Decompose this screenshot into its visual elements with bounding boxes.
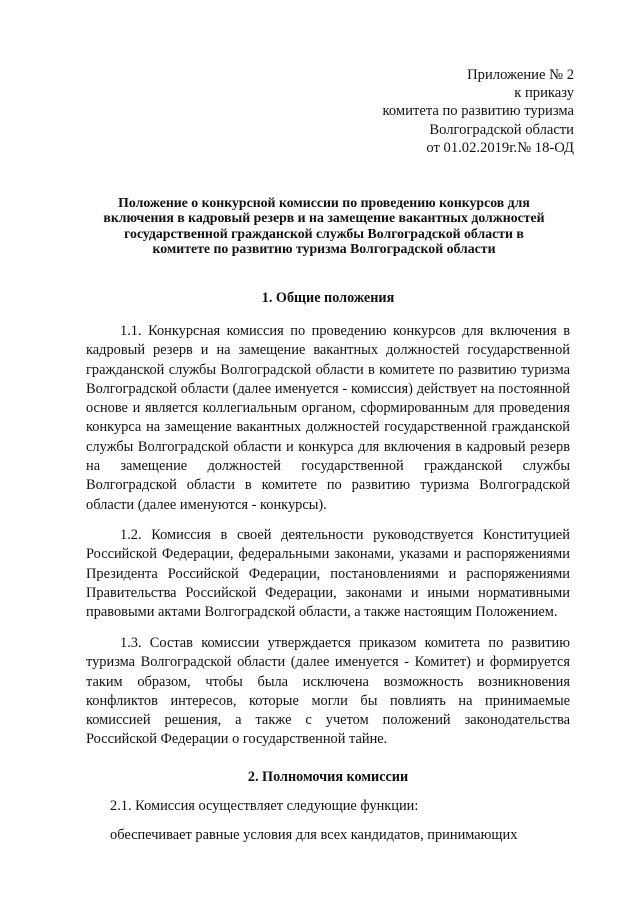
- paragraph-1-3: 1.3. Состав комиссии утверждается приказом комитета по развитию туризма Волгоградской области (далее именуется - Комитет) и формируется таким образом, чтобы была исключена возможность возникновения конфликтов интересов, которые могли бы повлиять на принимаемые комиссией решения, а также с учетом положений законодательства Российской Федерации о государственной тайне.: [86, 635, 570, 748]
- appendix-order-label: к приказу: [514, 85, 574, 102]
- section-heading-general: 1. Общие положения: [261, 290, 395, 306]
- section-heading-powers: 2. Полномочия комиссии: [247, 769, 409, 785]
- appendix-header: [383, 66, 574, 157]
- appendix-number: Приложение № 2: [467, 67, 574, 83]
- paragraph-1-1: 1.1. Конкурсная комиссия по проведению конкурсов для включения в кадровый резерв и на замещение вакантных должностей государственной гражданской службы Волгоградской области в комитете по развитию туризма Волгоградской области (далее именуется - комиссия) действует на постоянной основе и является коллегиальным органом, сформированным для проведения конкурса на замещение вакантных должностей государственной гражданской службы Волгоградской области и конкурса для включения в кадровый резерв на замещение должностей государственной гражданской службы Волгоградской области в комитете по развитию туризма Волгоградской области (далее именуются - конкурсы).: [86, 323, 570, 513]
- appendix-committee: комитета по развитию туризма: [382, 103, 574, 120]
- paragraph-2-1: 2.1. Комиссия осуществляет следующие функции:: [110, 798, 419, 814]
- paragraph-2-1-item: обеспечивает равные условия для всех кандидатов, принимающих: [110, 827, 518, 843]
- document-title: Положение о конкурсной комиссии по проведению конкурсов для включения в кадровый резерв и на замещение вакантных должностей государственной гражданской службы Волгоградской области в комитете по развитию туризма Волгоградской области: [103, 195, 545, 257]
- appendix-order-date: от 01.02.2019г.№ 18-ОД: [426, 139, 574, 156]
- paragraph-1-2: 1.2. Комиссия в своей деятельности руководствуется Конституцией Российской Федерации, федеральными законами, указами и распоряжениями Президента Российской Федерации, постановлениями и распоряжениями Правительства Российской Федерации, законами и иными нормативными правовыми актами Волгоградской области, а также настоящим Положением.: [86, 527, 570, 621]
- appendix-region: Волгоградской области: [429, 121, 574, 138]
